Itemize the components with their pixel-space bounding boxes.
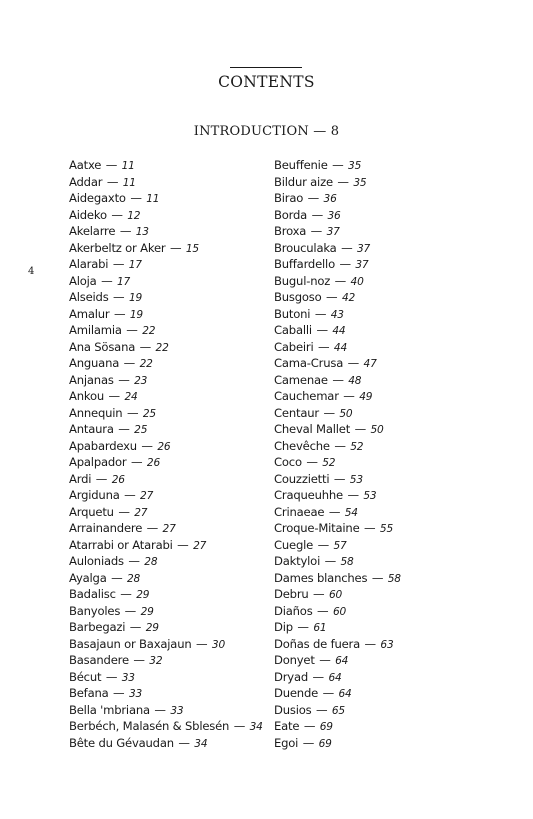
toc-entry — [274, 322, 514, 339]
entry-page-number: 64 — [335, 655, 349, 667]
entry-name: Bildur aize — [274, 174, 333, 189]
entry-separator: — — [233, 719, 246, 733]
entry-separator: — — [105, 158, 118, 172]
entry-separator: — — [337, 174, 349, 189]
toc-entry — [69, 735, 269, 752]
toc-entry — [69, 273, 269, 290]
toc-entry — [69, 355, 269, 372]
entry-name: Argiduna — [69, 488, 120, 502]
entry-name: Aloja — [69, 273, 97, 288]
toc-entry — [274, 339, 514, 356]
toc-entry — [69, 339, 269, 356]
toc-entry — [274, 504, 514, 521]
entry-separator: — — [315, 702, 328, 717]
toc-entry — [69, 190, 269, 207]
entry-page-number: 33 — [170, 704, 184, 717]
toc-entry — [274, 652, 514, 669]
toc-entry — [274, 619, 514, 636]
toc-entry — [69, 537, 269, 554]
entry-separator: — — [319, 653, 331, 667]
entry-name: Cabeiri — [274, 339, 314, 354]
entry-page-number: 48 — [348, 374, 362, 387]
entry-separator: — — [323, 405, 335, 420]
entry-page-number: 36 — [327, 209, 341, 222]
entry-separator: — — [326, 290, 338, 304]
entry-page-number: 50 — [339, 407, 353, 420]
entry-page-number: 29 — [140, 605, 154, 618]
entry-name: Busgoso — [274, 290, 322, 304]
entry-page-number: 25 — [134, 424, 148, 436]
toc-entry — [69, 322, 269, 339]
entry-name: Couzzietti — [274, 471, 330, 486]
toc-entry — [69, 289, 269, 306]
entry-name: Amilamia — [69, 323, 122, 337]
entry-separator: — — [328, 504, 341, 519]
entry-separator: — — [334, 438, 346, 453]
toc-entry — [274, 636, 514, 653]
toc-entry — [274, 669, 514, 686]
toc-entry — [69, 619, 269, 636]
entry-name: Butoni — [274, 306, 311, 321]
entry-separator: — — [317, 603, 329, 618]
entry-name: Doñas de fuera — [274, 636, 361, 651]
entry-separator: — — [113, 686, 125, 700]
toc-entry — [69, 471, 269, 488]
introduction-entry: INTRODUCTION — 8 — [193, 124, 340, 139]
entry-separator: — — [146, 521, 159, 535]
entry-separator: — — [112, 257, 125, 271]
toc-entry — [274, 405, 514, 422]
entry-separator: — — [105, 669, 118, 684]
toc-entry — [69, 669, 269, 686]
toc-entry — [69, 570, 269, 587]
entry-page-number: 19 — [128, 292, 143, 304]
entry-name: Alseids — [69, 290, 109, 304]
entry-page-number: 28 — [144, 556, 158, 568]
entry-name: Daktyloi — [274, 554, 321, 568]
entry-page-number: 49 — [359, 391, 373, 403]
entry-separator: — — [118, 504, 130, 519]
entry-separator: — — [178, 735, 190, 750]
entry-page-number: 22 — [155, 341, 169, 354]
entry-name: Atarrabi or Atarabi — [69, 537, 173, 552]
entry-page-number: 27 — [134, 506, 148, 519]
entry-name: Brouculaka — [274, 240, 337, 255]
entry-name: Dames blanches — [274, 570, 368, 585]
entry-separator: — — [177, 537, 189, 552]
entry-separator: — — [341, 240, 353, 255]
entry-name: Basajaun or Baxajaun — [69, 636, 192, 651]
entry-name: Amalur — [69, 306, 110, 321]
entry-name: Anjanas — [69, 372, 114, 387]
entry-name: Cauchemar — [274, 389, 339, 403]
entry-separator: — — [133, 653, 145, 667]
entry-separator: — — [354, 422, 366, 436]
entry-page-number: 55 — [379, 523, 394, 535]
entry-name: Barbegazi — [69, 620, 126, 634]
entry-name: Apalpador — [69, 455, 127, 469]
toc-entry — [274, 537, 514, 554]
entry-separator: — — [364, 521, 376, 535]
toc-entry — [69, 174, 269, 191]
entry-page-number: 60 — [332, 605, 347, 618]
entry-page-number: 27 — [193, 539, 207, 552]
entry-page-number: 37 — [356, 242, 371, 255]
entry-page-number: 34 — [194, 737, 208, 750]
entry-name: Dip — [274, 620, 293, 634]
toc-entry — [69, 520, 269, 537]
entry-name: Auloniads — [69, 554, 124, 568]
entry-name: Beuffenie — [274, 158, 328, 172]
toc-entry — [274, 520, 514, 537]
toc-entry — [69, 718, 269, 735]
entry-separator: — — [131, 455, 143, 469]
entry-name: Dryad — [274, 669, 309, 684]
entry-separator: — — [139, 339, 152, 354]
entry-page-number: 53 — [363, 490, 377, 502]
entry-name: Ardi — [69, 471, 92, 486]
entry-separator: — — [297, 620, 309, 634]
entry-separator: — — [111, 570, 123, 585]
entry-name: Ayalga — [69, 570, 107, 585]
entry-page-number: 35 — [348, 160, 362, 172]
entry-separator: — — [95, 471, 108, 486]
toc-entry — [69, 586, 269, 603]
entry-separator: — — [124, 488, 136, 502]
entry-page-number: 65 — [331, 704, 345, 717]
entry-name: Akerbeltz or Aker — [69, 240, 166, 255]
toc-entry — [69, 157, 269, 174]
entry-separator: — — [364, 636, 376, 651]
toc-entry — [69, 504, 269, 521]
entry-separator: — — [124, 603, 137, 618]
entry-page-number: 42 — [341, 292, 356, 304]
entry-page-number: 28 — [127, 572, 141, 585]
toc-entry — [69, 207, 269, 224]
entry-page-number: 27 — [140, 490, 154, 502]
page-number: 4 — [28, 266, 35, 277]
toc-entry — [274, 207, 514, 224]
entry-separator: — — [196, 636, 208, 651]
entry-separator: — — [126, 405, 139, 420]
contents-heading: CONTENTS — [218, 73, 315, 91]
entry-page-number: 30 — [211, 638, 226, 651]
entry-page-number: 69 — [318, 737, 332, 750]
entry-name: Broxa — [274, 224, 307, 238]
entry-name: Craqueuhhe — [274, 488, 343, 502]
toc-entry — [274, 256, 514, 273]
entry-page-number: 47 — [363, 358, 377, 370]
entry-page-number: 17 — [116, 275, 131, 288]
entry-separator: — — [312, 669, 324, 684]
entry-page-number: 12 — [127, 209, 141, 222]
entry-separator: — — [106, 174, 119, 189]
entry-page-number: 64 — [328, 671, 342, 684]
entry-separator: — — [307, 191, 320, 205]
entry-page-number: 25 — [142, 407, 156, 420]
entry-name: Addar — [69, 174, 103, 189]
entry-name: Chevêche — [274, 438, 330, 453]
entry-name: Arquetu — [69, 504, 114, 519]
entry-separator: — — [119, 224, 132, 238]
entry-name: Apabardexu — [69, 438, 137, 453]
toc-entry — [69, 438, 269, 455]
entry-page-number: 50 — [370, 424, 384, 436]
toc-entry — [69, 240, 269, 257]
toc-entry — [69, 372, 269, 389]
entry-name: Caballi — [274, 323, 312, 337]
toc-entry — [69, 553, 269, 570]
entry-name: Cuegle — [274, 537, 314, 552]
entry-separator: — — [347, 356, 360, 370]
entry-separator: — — [316, 323, 328, 337]
toc-entry — [69, 652, 269, 669]
entry-page-number: 37 — [355, 259, 369, 271]
entry-page-number: 34 — [249, 721, 263, 733]
entry-separator: — — [111, 207, 123, 222]
entry-name: Borda — [274, 207, 308, 222]
entry-separator: — — [313, 587, 325, 601]
entry-separator: — — [322, 686, 334, 700]
entry-separator: — — [126, 323, 138, 337]
toc-entry — [274, 355, 514, 372]
entry-name: Diaños — [274, 603, 313, 618]
entry-separator: — — [123, 356, 136, 370]
entry-name: Debru — [274, 587, 309, 601]
toc-entry — [274, 421, 514, 438]
toc-entry — [274, 372, 514, 389]
entry-name: Antaura — [69, 422, 114, 436]
entry-separator: — — [141, 438, 153, 453]
toc-entry — [69, 603, 269, 620]
entry-page-number: 40 — [350, 275, 364, 288]
toc-entry — [274, 306, 514, 323]
toc-entry — [69, 306, 269, 323]
entry-name: Ana Sösana — [69, 339, 136, 354]
toc-entry — [69, 421, 269, 438]
toc-entry — [69, 636, 269, 653]
entry-name: Arrainandere — [69, 521, 143, 535]
entry-page-number: 13 — [135, 226, 149, 238]
entry-separator: — — [113, 306, 126, 321]
toc-entry — [69, 487, 269, 504]
entry-separator: — — [302, 735, 315, 750]
entry-name: Aideko — [69, 207, 107, 222]
entry-name: Basandere — [69, 653, 129, 667]
entry-page-number: 23 — [134, 374, 148, 387]
entry-name: Cama-Crusa — [274, 356, 344, 370]
entry-name: Berbéch, Malasén & Sblesén — [69, 719, 230, 733]
toc-entry — [274, 471, 514, 488]
entry-separator: — — [108, 389, 120, 403]
toc-entry — [274, 735, 514, 752]
entry-page-number: 33 — [121, 671, 135, 684]
entry-name: Aatxe — [69, 158, 102, 172]
toc-entry — [274, 586, 514, 603]
toc-entry — [274, 438, 514, 455]
toc-entry — [274, 190, 514, 207]
entry-name: Birao — [274, 191, 304, 205]
entry-separator: — — [118, 372, 130, 387]
entry-separator: — — [311, 207, 323, 222]
toc-entry — [274, 289, 514, 306]
entry-name: Egoi — [274, 735, 299, 750]
entry-name: Dusios — [274, 702, 312, 717]
toc-entry — [274, 240, 514, 257]
entry-separator: — — [339, 257, 351, 271]
entry-page-number: 11 — [146, 193, 160, 205]
entry-page-number: 35 — [353, 176, 367, 189]
entry-page-number: 57 — [333, 539, 347, 552]
toc-entry — [69, 454, 269, 471]
entry-page-number: 69 — [319, 721, 333, 733]
entry-page-number: 58 — [387, 572, 401, 585]
entry-page-number: 26 — [111, 473, 125, 486]
entry-page-number: 52 — [322, 457, 336, 469]
entry-page-number: 63 — [380, 638, 394, 651]
entry-page-number: 29 — [145, 622, 159, 634]
entry-name: Bécut — [69, 669, 102, 684]
toc-entry — [69, 702, 269, 719]
entry-separator: — — [343, 389, 355, 403]
toc-entry — [274, 454, 514, 471]
entry-separator: — — [334, 273, 347, 288]
toc-entry — [274, 174, 514, 191]
entry-page-number: 26 — [146, 457, 160, 469]
contents-column-left — [69, 157, 269, 751]
entry-name: Bella 'mbriana — [69, 702, 150, 717]
entry-name: Coco — [274, 455, 302, 469]
entry-separator: — — [332, 372, 344, 387]
entry-separator: — — [154, 702, 166, 717]
entry-page-number: 33 — [128, 688, 143, 700]
toc-entry — [69, 405, 269, 422]
entry-separator: — — [317, 537, 329, 552]
entry-name: Eate — [274, 719, 300, 733]
entry-page-number: 32 — [149, 655, 163, 667]
entry-name: Aidegaxto — [69, 191, 126, 205]
entry-separator: — — [101, 273, 113, 288]
entry-separator: — — [333, 471, 346, 486]
entry-separator: — — [347, 488, 359, 502]
entry-page-number: 58 — [340, 556, 354, 568]
entry-name: Buffardello — [274, 257, 335, 271]
entry-name: Croque-Mitaine — [274, 521, 360, 535]
entry-name: Banyoles — [69, 603, 121, 618]
toc-entry — [69, 256, 269, 273]
entry-page-number: 60 — [328, 589, 343, 601]
entry-name: Ankou — [69, 389, 105, 403]
entry-separator: — — [303, 719, 316, 733]
entry-name: Crinaeae — [274, 504, 325, 519]
entry-separator: — — [332, 158, 344, 172]
entry-page-number: 43 — [330, 308, 344, 321]
entry-page-number: 54 — [344, 506, 358, 519]
toc-entry — [69, 685, 269, 702]
entry-page-number: 29 — [136, 589, 150, 601]
entry-page-number: 44 — [333, 341, 348, 354]
entry-name: Bête du Gévaudan — [69, 735, 174, 750]
toc-entry — [274, 273, 514, 290]
entry-name: Annequin — [69, 405, 123, 420]
contents-column-right — [274, 157, 514, 751]
entry-separator: — — [130, 191, 142, 205]
entry-separator: — — [306, 455, 318, 469]
entry-page-number: 53 — [349, 473, 363, 486]
entry-page-number: 11 — [121, 160, 135, 172]
entry-separator: — — [128, 554, 140, 568]
entry-separator: — — [324, 554, 336, 568]
toc-entry — [274, 223, 514, 240]
toc-entry — [274, 685, 514, 702]
entry-page-number: 24 — [124, 391, 138, 403]
entry-page-number: 37 — [326, 226, 340, 238]
toc-entry — [274, 718, 514, 735]
toc-entry — [69, 223, 269, 240]
entry-name: Centaur — [274, 405, 319, 420]
entry-name: Anguana — [69, 356, 120, 370]
toc-entry — [274, 388, 514, 405]
entry-page-number: 36 — [323, 193, 337, 205]
entry-page-number: 11 — [122, 176, 136, 189]
entry-page-number: 19 — [129, 308, 143, 321]
entry-name: Befana — [69, 686, 109, 700]
toc-entry — [69, 388, 269, 405]
toc-entry — [274, 487, 514, 504]
entry-separator: — — [310, 224, 323, 238]
entry-name: Cheval Mallet — [274, 422, 351, 436]
toc-entry — [274, 157, 514, 174]
heading-rule — [230, 67, 302, 68]
entry-page-number: 52 — [350, 440, 364, 453]
entry-name: Donyet — [274, 653, 315, 667]
toc-entry — [274, 702, 514, 719]
entry-separator: — — [129, 620, 142, 634]
entry-page-number: 22 — [142, 325, 156, 337]
entry-name: Bugul-noz — [274, 273, 331, 288]
entry-page-number: 64 — [338, 688, 352, 700]
entry-separator: — — [318, 339, 330, 354]
entry-page-number: 17 — [128, 259, 142, 271]
entry-name: Duende — [274, 686, 319, 700]
toc-entry — [274, 603, 514, 620]
entry-name: Alarabi — [69, 257, 109, 271]
entry-separator: — — [118, 422, 130, 436]
entry-separator: — — [169, 240, 182, 255]
entry-name: Camenae — [274, 372, 328, 387]
entry-separator: — — [314, 306, 327, 321]
entry-page-number: 61 — [313, 622, 327, 634]
entry-name: Badalisc — [69, 587, 116, 601]
entry-separator: — — [371, 570, 384, 585]
entry-page-number: 15 — [185, 242, 199, 255]
toc-entry — [274, 570, 514, 587]
toc-entry — [274, 553, 514, 570]
entry-page-number: 22 — [139, 358, 153, 370]
entry-separator: — — [120, 587, 132, 601]
entry-page-number: 26 — [157, 440, 171, 453]
entry-separator: — — [113, 290, 125, 304]
entry-page-number: 44 — [332, 325, 346, 337]
entry-page-number: 27 — [162, 523, 176, 535]
entry-name: Akelarre — [69, 224, 116, 238]
